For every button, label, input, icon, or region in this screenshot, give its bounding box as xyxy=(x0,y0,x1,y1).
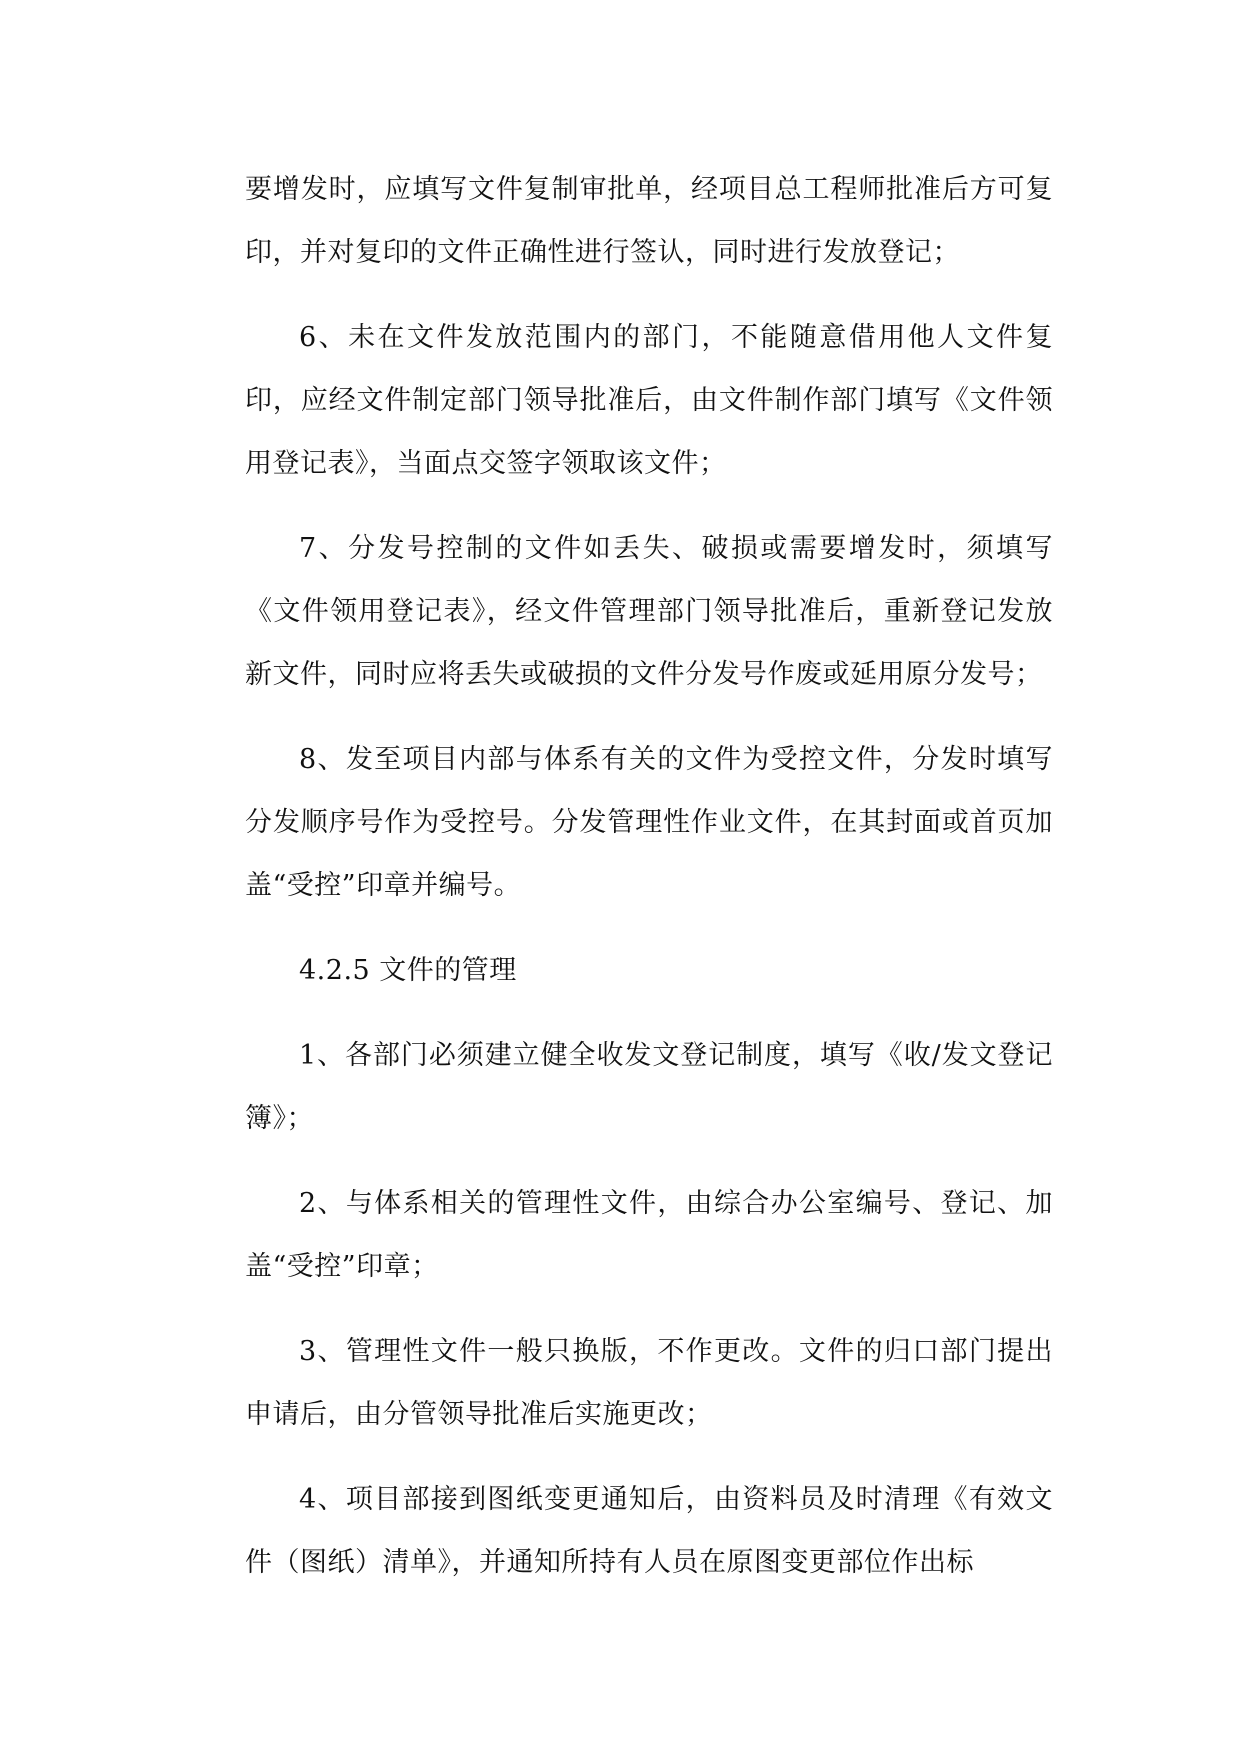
paragraph-item-8: 8、发至项目内部与体系有关的文件为受控文件，分发时填写分发顺序号作为受控号。分发管理性作业文件，在其封面或首页加盖“受控”印章并编号。 xyxy=(245,744,1053,901)
document-body xyxy=(245,158,1053,1616)
paragraph-item-7: 7、分发号控制的文件如丢失、破损或需要增发时，须填写《文件领用登记表》，经文件管理部门领导批准后，重新登记发放新文件，同时应将丢失或破损的文件分发号作废或延用原分发号； xyxy=(245,533,1053,690)
paragraph-item-1: 1、各部门必须建立健全收发文登记制度，填写《收/发文登记簿》； xyxy=(245,1040,1053,1134)
paragraph-item-4: 4、项目部接到图纸变更通知后，由资料员及时清理《有效文件（图纸）清单》，并通知所持有人员在原图变更部位作出标 xyxy=(245,1484,1053,1578)
section-heading-4-2-5: 4.2.5 文件的管理 xyxy=(299,955,517,986)
paragraph-item-6: 6、未在文件发放范围内的部门，不能随意借用他人文件复印，应经文件制定部门领导批准后，由文件制作部门填写《文件领用登记表》，当面点交签字领取该文件； xyxy=(245,322,1053,479)
paragraph-item-3: 3、管理性文件一般只换版，不作更改。文件的归口部门提出申请后，由分管领导批准后实施更改； xyxy=(245,1336,1053,1430)
paragraph-continuation: 要增发时，应填写文件复制审批单，经项目总工程师批准后方可复印，并对复印的文件正确性进行签认，同时进行发放登记； xyxy=(245,174,1053,268)
paragraph-item-2: 2、与体系相关的管理性文件，由综合办公室编号、登记、加盖“受控”印章； xyxy=(245,1188,1053,1282)
